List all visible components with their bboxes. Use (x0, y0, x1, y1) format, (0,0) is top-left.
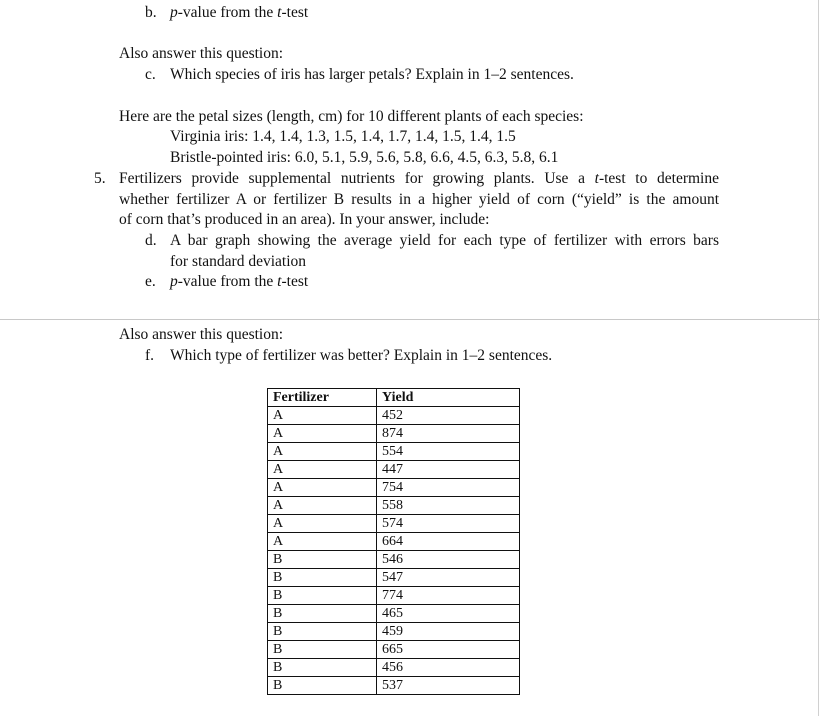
yield-cell: 456 (377, 659, 520, 677)
table-row (268, 443, 520, 461)
yield-cell: 452 (377, 407, 520, 425)
item-e-post: -test (281, 273, 309, 290)
also-answer-1: Also answer this question: (119, 45, 284, 62)
fertilizer-cell: B (268, 677, 377, 695)
table-row (268, 479, 520, 497)
fertilizer-cell: A (268, 479, 377, 497)
item-f-text: Which type of fertilizer was better? Explain in 1–2 sentences. (170, 347, 553, 364)
q5-line-3: of corn that’s produced in an area). In your answer, include: (119, 211, 490, 228)
item-f-marker: f. (145, 347, 155, 364)
yield-cell: 754 (377, 479, 520, 497)
fertilizer-yield-table (267, 388, 520, 695)
italic-t: t (277, 4, 282, 21)
item-c-text: Which species of iris has larger petals? Explain in 1–2 sentences. (170, 66, 574, 83)
table-row (268, 407, 520, 425)
fertilizer-cell: A (268, 497, 377, 515)
item-e-text (170, 272, 308, 292)
petal-intro: Here are the petal sizes (length, cm) for 10 different plants of each species: (119, 108, 584, 125)
italic-t: t (594, 170, 599, 187)
yield-cell: 874 (377, 425, 520, 443)
table-row (268, 659, 520, 677)
fertilizer-cell: B (268, 623, 377, 641)
item-b-mid: -value from the (177, 4, 278, 21)
q5-line-1 (119, 169, 719, 189)
yield-cell: 546 (377, 551, 520, 569)
italic-p: p (170, 273, 178, 290)
table-row (268, 569, 520, 587)
italic-t: t (277, 273, 282, 290)
fertilizer-cell: B (268, 641, 377, 659)
yield-cell: 558 (377, 497, 520, 515)
header-yield: Yield (377, 389, 520, 407)
table-row (268, 677, 520, 695)
yield-cell: 547 (377, 569, 520, 587)
yield-cell: 465 (377, 605, 520, 623)
item-d-marker: d. (145, 232, 157, 249)
fertilizer-cell: A (268, 515, 377, 533)
header-fertilizer: Fertilizer (268, 389, 377, 407)
table-row (268, 551, 520, 569)
table-row (268, 461, 520, 479)
yield-cell: 459 (377, 623, 520, 641)
table-row (268, 515, 520, 533)
q5-l1-a: Fertilizers provide supplemental nutrients for growing plants. Use a (119, 170, 595, 187)
item-b-marker: b. (145, 4, 157, 21)
fertilizer-cell: A (268, 533, 377, 551)
item-e-mid: -value from the (177, 273, 278, 290)
table-header-row (268, 389, 520, 407)
item-b-text (170, 3, 308, 23)
also-answer-2: Also answer this question: (119, 326, 284, 343)
yield-cell: 665 (377, 641, 520, 659)
table-row (268, 533, 520, 551)
table-row (268, 497, 520, 515)
italic-p: p (170, 4, 178, 21)
table-row (268, 605, 520, 623)
item-d-line-1: A bar graph showing the average yield for each type of fertilizer with errors bars (170, 232, 719, 249)
table-row (268, 425, 520, 443)
yield-cell: 664 (377, 533, 520, 551)
yield-cell: 537 (377, 677, 520, 695)
item-c-marker: c. (145, 66, 156, 83)
fertilizer-cell: A (268, 425, 377, 443)
table-row (268, 623, 520, 641)
item-d-line-2: for standard deviation (170, 253, 307, 270)
fertilizer-cell: A (268, 407, 377, 425)
fertilizer-cell: B (268, 587, 377, 605)
page-separator (0, 319, 820, 320)
item-e-marker: e. (145, 273, 156, 290)
table-row (268, 641, 520, 659)
q5-marker: 5. (94, 170, 106, 187)
table-row (268, 587, 520, 605)
fertilizer-cell: B (268, 569, 377, 587)
table-body (268, 407, 520, 695)
yield-cell: 447 (377, 461, 520, 479)
yield-cell: 774 (377, 587, 520, 605)
q5-l1-b: -test to determine (598, 170, 719, 187)
page-right-edge (818, 0, 819, 716)
fertilizer-cell: B (268, 605, 377, 623)
yield-cell: 554 (377, 443, 520, 461)
q5-line-2: whether fertilizer A or fertilizer B results in a higher yield of corn (“yield” is the amount (119, 191, 719, 208)
virginia-data: Virginia iris: 1.4, 1.4, 1.3, 1.5, 1.4, 1.7, 1.4, 1.5, 1.4, 1.5 (170, 128, 516, 145)
fertilizer-cell: A (268, 461, 377, 479)
fertilizer-cell: B (268, 659, 377, 677)
yield-cell: 574 (377, 515, 520, 533)
fertilizer-cell: A (268, 443, 377, 461)
bristle-data: Bristle-pointed iris: 6.0, 5.1, 5.9, 5.6, 5.8, 6.6, 4.5, 6.3, 5.8, 6.1 (170, 149, 559, 166)
fertilizer-cell: B (268, 551, 377, 569)
item-b-post: -test (281, 4, 309, 21)
